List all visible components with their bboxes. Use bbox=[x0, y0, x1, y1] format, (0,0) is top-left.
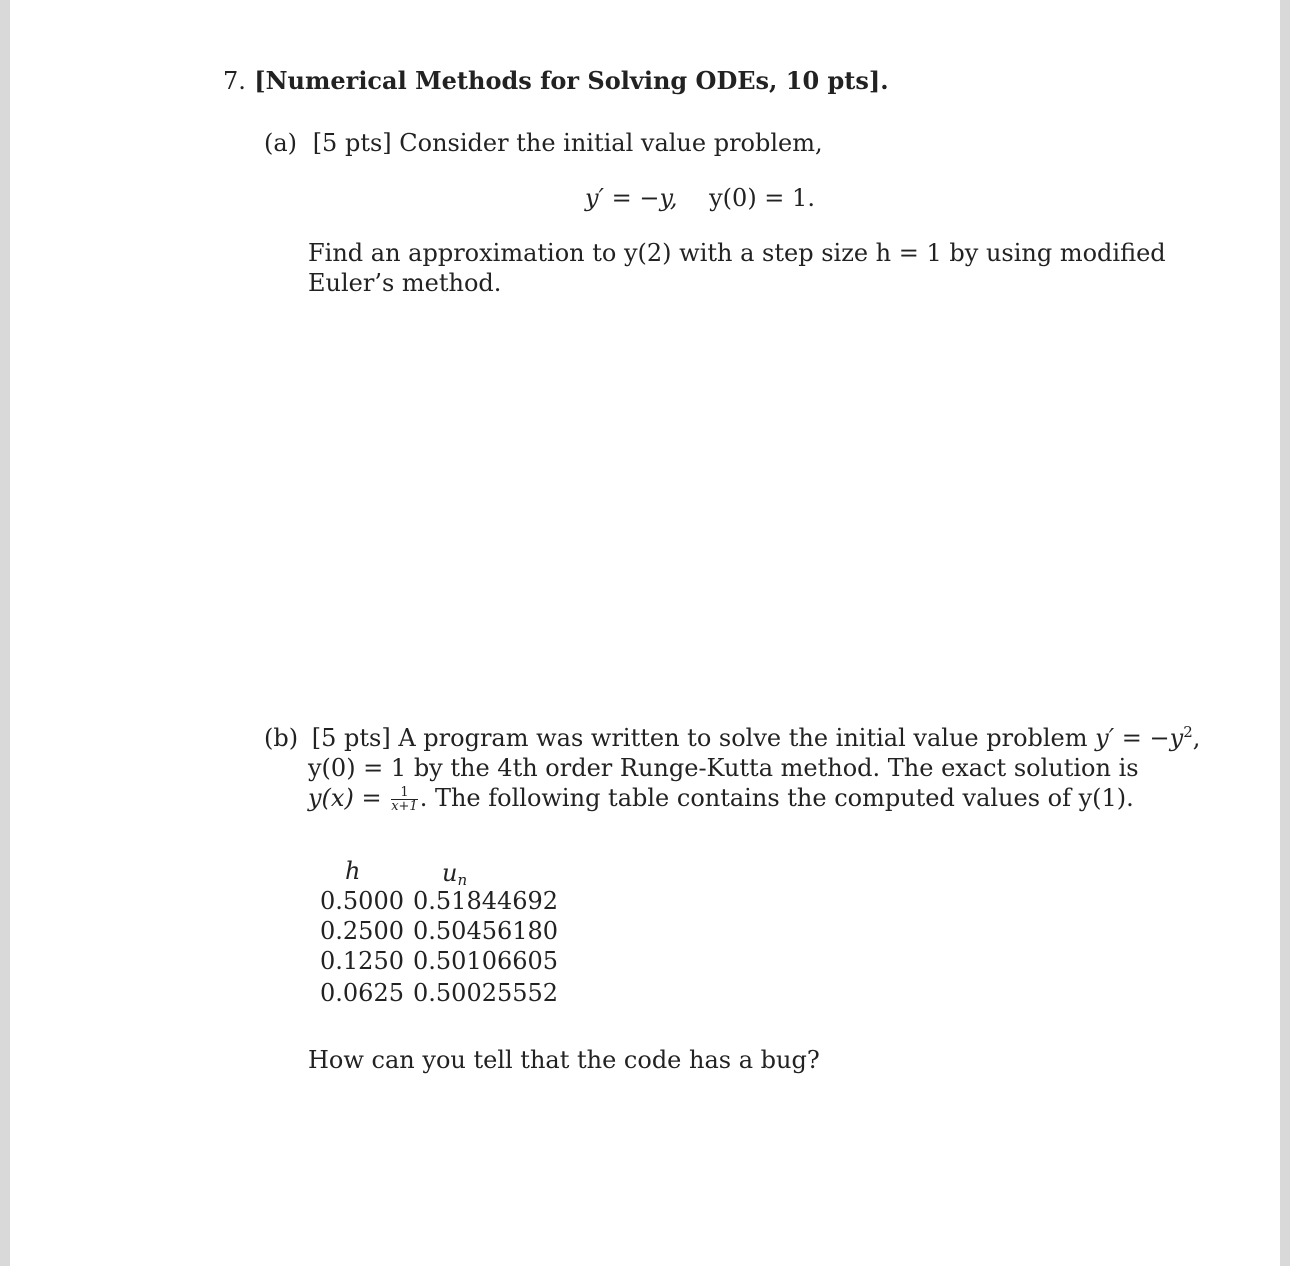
part-b-line-3-text: . The following table contains the computed values of y(1). bbox=[419, 784, 1134, 812]
part-b-line-1-text: A program was written to solve the initial value problem bbox=[398, 724, 1088, 752]
exact-solution-lhs: y(x) = bbox=[308, 784, 382, 812]
part-b-line-3 bbox=[308, 783, 1134, 813]
part-b-ode: y′ = −y bbox=[1095, 724, 1184, 752]
problem-number: 7. bbox=[223, 67, 246, 95]
part-a-points: [5 pts] bbox=[312, 129, 392, 157]
part-a-label: (a) bbox=[264, 129, 298, 157]
table-cell: 0.1250 bbox=[320, 947, 404, 975]
table-cell: 0.50025552 bbox=[413, 979, 559, 1007]
problem-title: [Numerical Methods for Solving ODEs, 10 pts]. bbox=[254, 66, 889, 95]
part-a-question-line-1: Find an approximation to y(2) with a step size h = 1 by using modified bbox=[308, 239, 1166, 267]
part-a-equation bbox=[585, 183, 815, 213]
part-a-intro bbox=[264, 128, 823, 158]
part-b-line-1 bbox=[264, 723, 1200, 753]
table-cell: 0.5000 bbox=[320, 887, 404, 915]
part-b-ode-comma: , bbox=[1192, 724, 1201, 752]
fraction-denominator: x+1 bbox=[391, 799, 418, 814]
table-header-u: u bbox=[442, 859, 458, 887]
table-header-un bbox=[442, 858, 467, 888]
table-header-sub: n bbox=[457, 871, 468, 889]
problem-heading bbox=[223, 66, 889, 95]
part-a-intro-text: Consider the initial value problem, bbox=[399, 129, 823, 157]
fraction-numerator: 1 bbox=[391, 786, 418, 800]
table-cell: 0.2500 bbox=[320, 917, 404, 945]
table-header-h: h bbox=[345, 857, 361, 885]
part-b-points: [5 pts] bbox=[311, 724, 391, 752]
table-cell: 0.50106605 bbox=[413, 947, 559, 975]
part-a-ode: y′ = −y, bbox=[585, 184, 678, 212]
part-b-label: (b) bbox=[264, 724, 299, 752]
part-a-question-line-2: Euler’s method. bbox=[308, 269, 502, 297]
part-b-ode-exponent: 2 bbox=[1183, 723, 1193, 741]
part-b-line-2: y(0) = 1 by the 4th order Runge-Kutta method. The exact solution is bbox=[308, 754, 1139, 782]
table-cell: 0.51844692 bbox=[413, 887, 559, 915]
part-a-initial-condition: y(0) = 1. bbox=[709, 184, 815, 212]
exact-solution-fraction bbox=[391, 786, 418, 813]
table-cell: 0.50456180 bbox=[413, 917, 559, 945]
document-page bbox=[10, 0, 1280, 1266]
part-b-question: How can you tell that the code has a bug? bbox=[308, 1046, 820, 1074]
table-cell: 0.0625 bbox=[320, 979, 404, 1007]
